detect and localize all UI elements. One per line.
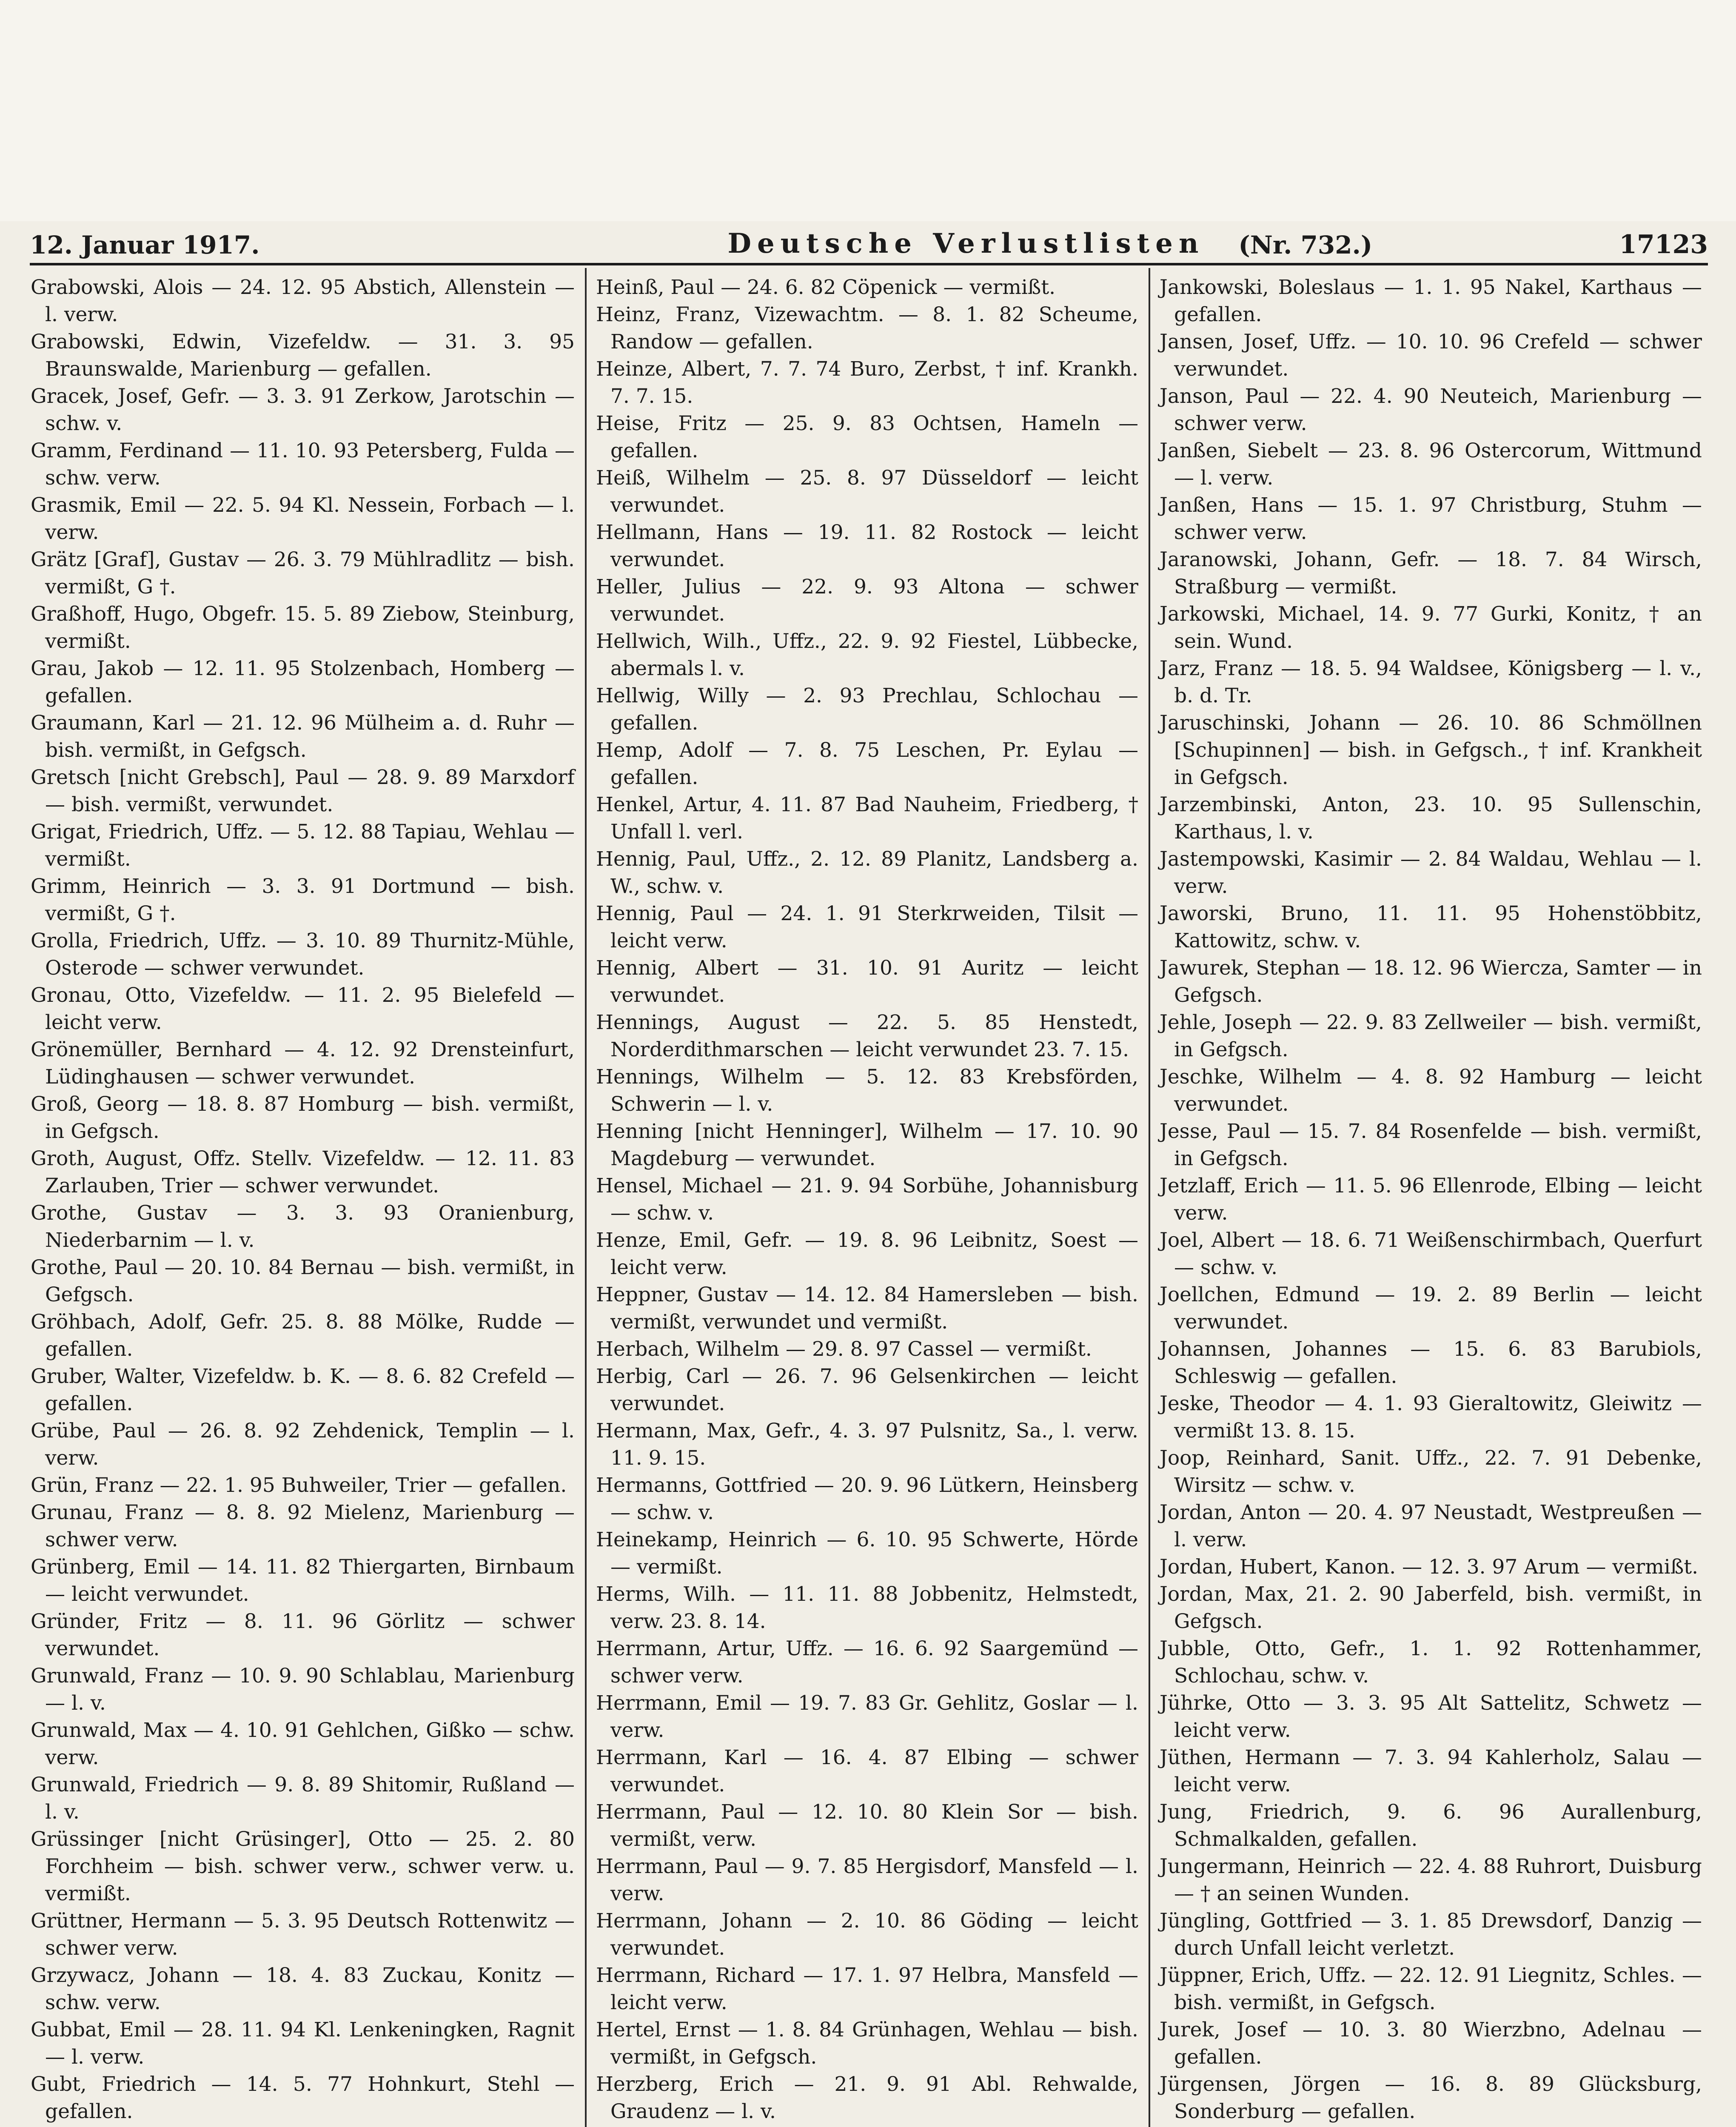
casualty-entry: Jordan, Max, 21. 2. 90 Jaberfeld, bish. vermißt, in Gefgsch. <box>1160 1582 1702 1633</box>
casualty-entry: Jung, Friedrich, 9. 6. 96 Aurallenburg, Schmalkalden, gefallen. <box>1160 1800 1702 1851</box>
header-issue: (Nr. 732.) <box>1238 231 1373 259</box>
casualty-entry: Grau, Jakob — 12. 11. 95 Stolzenbach, Homberg — gefallen. <box>31 657 575 707</box>
casualty-entry: Henze, Emil, Gefr. — 19. 8. 96 Leibnitz, Soest — leicht verw. <box>596 1229 1138 1279</box>
casualty-entry: Gramm, Ferdinand — 11. 10. 93 Petersberg, Fulda — schw. verw. <box>31 439 575 490</box>
casualty-entry: Heiß, Wilhelm — 25. 8. 97 Düsseldorf — leicht verwundet. <box>596 466 1138 517</box>
casualty-entry: Heppner, Gustav — 14. 12. 84 Hamersleben — bish. vermißt, verwundet und vermißt. <box>596 1283 1138 1334</box>
casualty-entry: Hellmann, Hans — 19. 11. 82 Rostock — leicht verwundet. <box>596 521 1138 571</box>
casualty-entry: Grigat, Friedrich, Uffz. — 5. 12. 88 Tapiau, Wehlau — vermißt. <box>31 820 575 871</box>
casualty-entry: Jawurek, Stephan — 18. 12. 96 Wiercza, Samter — in Gefgsch. <box>1160 956 1702 1007</box>
casualty-entry: Heinekamp, Heinrich — 6. 10. 95 Schwerte, Hörde — vermißt. <box>596 1528 1138 1579</box>
casualty-entry: Henkel, Artur, 4. 11. 87 Bad Nauheim, Friedberg, † Unfall l. verl. <box>596 793 1138 844</box>
casualty-entry: Jüthen, Hermann — 7. 3. 94 Kahlerholz, Salau — leicht verw. <box>1160 1746 1702 1796</box>
casualty-entry: Grün, Franz — 22. 1. 95 Buhweiler, Trier — gefallen. <box>31 1474 567 1497</box>
casualty-entry: Jurek, Josef — 10. 3. 80 Wierzbno, Adelnau — gefallen. <box>1160 2018 1702 2069</box>
casualty-entry: Grüttner, Hermann — 5. 3. 95 Deutsch Rottenwitz — schwer verw. <box>31 1909 575 1960</box>
casualty-entry: Herrmann, Richard — 17. 1. 97 Helbra, Mansfeld — leicht verw. <box>596 1964 1138 2014</box>
casualty-entry: Hermanns, Gottfried — 20. 9. 96 Lütkern, Heinsberg — schw. v. <box>596 1474 1138 1524</box>
casualty-entry: Jankowski, Boleslaus — 1. 1. 95 Nakel, Karthaus — gefallen. <box>1160 276 1702 326</box>
casualty-entry: Grabowski, Alois — 24. 12. 95 Abstich, Allenstein — l. verw. <box>31 276 575 326</box>
casualty-entry: Grätz [Graf], Gustav — 26. 3. 79 Mühlradlitz — bish. vermißt, G †. <box>31 548 575 599</box>
casualty-entry: Herrmann, Johann — 2. 10. 86 Göding — leicht verwundet. <box>596 1909 1138 1960</box>
casualty-entry: Gretsch [nicht Grebsch], Paul — 28. 9. 89 Marxdorf — bish. vermißt, verwundet. <box>31 766 575 816</box>
casualty-entry: Jubble, Otto, Gefr., 1. 1. 92 Rottenhammer, Schlochau, schw. v. <box>1160 1637 1702 1688</box>
casualty-entry: Heinze, Albert, 7. 7. 74 Buro, Zerbst, † inf. Krankh. 7. 7. 15. <box>596 357 1138 408</box>
header-page-number: 17123 <box>1619 230 1708 259</box>
column-3 <box>1149 268 1712 2127</box>
casualty-entry: Jarz, Franz — 18. 5. 94 Waldsee, Königsberg — l. v., b. d. Tr. <box>1160 657 1702 707</box>
casualty-entry: Heise, Fritz — 25. 9. 83 Ochtsen, Hameln — gefallen. <box>596 412 1138 462</box>
casualty-entry: Heinz, Franz, Vizewachtm. — 8. 1. 82 Scheume, Randow — gefallen. <box>596 303 1138 354</box>
casualty-entry: Janßen, Siebelt — 23. 8. 96 Ostercorum, Wittmund — l. verw. <box>1160 439 1702 490</box>
casualty-entry: Jeschke, Wilhelm — 4. 8. 92 Hamburg — leicht verwundet. <box>1160 1065 1702 1116</box>
column-2 <box>585 268 1149 2127</box>
casualty-entry: Hennings, Wilhelm — 5. 12. 83 Krebsförden, Schwerin — l. v. <box>596 1065 1138 1116</box>
casualty-entry <box>31 2125 575 2127</box>
casualty-entry: Jarkowski, Michael, 14. 9. 77 Gurki, Konitz, † an sein. Wund. <box>1160 602 1702 653</box>
casualty-entry: Hellwich, Wilh., Uffz., 22. 9. 92 Fiestel, Lübbecke, abermals l. v. <box>596 630 1138 680</box>
casualty-entry: Gröhbach, Adolf, Gefr. 25. 8. 88 Mölke, Rudde — gefallen. <box>31 1310 575 1361</box>
casualty-entry: Grönemüller, Bernhard — 4. 12. 92 Drensteinfurt, Lüdinghausen — schwer verwundet. <box>31 1038 575 1089</box>
casualty-entry: Jüppner, Erich, Uffz. — 22. 12. 91 Liegnitz, Schles. — bish. vermißt, in Gefgsch. <box>1160 1964 1702 2014</box>
top-margin <box>0 0 1736 221</box>
casualty-entry: Herzberg, Erich — 21. 9. 91 Abl. Rehwalde, Graudenz — l. v. <box>596 2073 1138 2123</box>
casualty-entry: Herrmann, Paul — 12. 10. 80 Klein Sor — bish. vermißt, verw. <box>596 1800 1138 1851</box>
casualty-entry: Jeske, Theodor — 4. 1. 93 Gieraltowitz, Gleiwitz — vermißt 13. 8. 15. <box>1160 1392 1702 1443</box>
casualty-entry: Grabowski, Edwin, Vizefeldw. — 31. 3. 95 Braunswalde, Marienburg — gefallen. <box>31 330 575 381</box>
casualty-entry: Jaworski, Bruno, 11. 11. 95 Hohenstöbbitz, Kattowitz, schw. v. <box>1160 902 1702 952</box>
casualty-entry: Hellwig, Willy — 2. 93 Prechlau, Schlochau — gefallen. <box>596 684 1138 735</box>
casualty-entry: Hennig, Albert — 31. 10. 91 Auritz — leicht verwundet. <box>596 956 1138 1007</box>
casualty-entry: Graßhoff, Hugo, Obgefr. 15. 5. 89 Ziebow, Steinburg, vermißt. <box>31 602 575 653</box>
casualty-entry: Jetzlaff, Erich — 11. 5. 96 Ellenrode, Elbing — leicht verw. <box>1160 1174 1702 1225</box>
casualty-entry: Hennings, August — 22. 5. 85 Henstedt, Norderdithmarschen — leicht verwundet 23. 7. 15. <box>596 1011 1138 1061</box>
casualty-entry: Joop, Reinhard, Sanit. Uffz., 22. 7. 91 Debenke, Wirsitz — schw. v. <box>1160 1446 1702 1497</box>
casualty-entry: Grunwald, Friedrich — 9. 8. 89 Shitomir, Rußland — l. v. <box>31 1773 575 1824</box>
casualty-entry: Herrmann, Emil — 19. 7. 83 Gr. Gehlitz, Goslar — l. verw. <box>596 1691 1138 1742</box>
casualty-entry: Jehle, Joseph — 22. 9. 83 Zellweiler — bish. vermißt, in Gefgsch. <box>1160 1011 1702 1061</box>
casualty-entry: Jaranowski, Johann, Gefr. — 18. 7. 84 Wirsch, Straßburg — vermißt. <box>1160 548 1702 599</box>
casualty-entry: Hensel, Michael — 21. 9. 94 Sorbühe, Johannisburg — schw. v. <box>596 1174 1138 1225</box>
casualty-entry: Gruber, Walter, Vizefeldw. b. K. — 8. 6. 82 Crefeld — gefallen. <box>31 1365 575 1415</box>
casualty-entry <box>1160 2125 1702 2127</box>
casualty-entry: Gründer, Fritz — 8. 11. 96 Görlitz — schwer verwundet. <box>31 1610 575 1660</box>
casualty-entry: Hennig, Paul, Uffz., 2. 12. 89 Planitz, Landsberg a. W., schw. v. <box>596 847 1138 898</box>
casualty-entry: Gubt, Friedrich — 14. 5. 77 Hohnkurt, Stehl — gefallen. <box>31 2073 575 2123</box>
casualty-entry: Joel, Albert — 18. 6. 71 Weißenschirmbach, Querfurt — schw. v. <box>1160 1229 1702 1279</box>
column-1 <box>21 268 585 2127</box>
casualty-entry: Herrmann, Paul — 9. 7. 85 Hergisdorf, Mansfeld — l. verw. <box>596 1855 1138 1905</box>
casualty-entry: Janson, Paul — 22. 4. 90 Neuteich, Marienburg — schwer verw. <box>1160 385 1702 435</box>
casualty-entry: Grunwald, Franz — 10. 9. 90 Schlablau, Marienburg — l. v. <box>31 1664 575 1715</box>
casualty-entry: Herms, Wilh. — 11. 11. 88 Jobbenitz, Helmstedt, verw. 23. 8. 14. <box>596 1582 1138 1633</box>
casualty-entry: Grunau, Franz — 8. 8. 92 Mielenz, Marienburg — schwer verw. <box>31 1501 575 1551</box>
casualty-entry: Groß, Georg — 18. 8. 87 Homburg — bish. vermißt, in Gefgsch. <box>31 1092 575 1143</box>
casualty-entry: Jaruschinski, Johann — 26. 10. 86 Schmöllnen [Schupinnen] — bish. in Gefgsch., † inf. Krankheit in Gefgsch. <box>1160 711 1702 789</box>
casualty-entry: Jührke, Otto — 3. 3. 95 Alt Sattelitz, Schwetz — leicht verw. <box>1160 1691 1702 1742</box>
header-title: Deutsche Verlustlisten <box>727 228 1205 259</box>
casualty-entry: Hennig, Paul — 24. 1. 91 Sterkrweiden, Tilsit — leicht verw. <box>596 902 1138 952</box>
casualty-entry: Henning [nicht Henninger], Wilhelm — 17. 10. 90 Magdeburg — verwundet. <box>596 1120 1138 1170</box>
page-header <box>30 230 1708 265</box>
casualty-entry: Grünberg, Emil — 14. 11. 82 Thiergarten, Birnbaum — leicht verwundet. <box>31 1555 575 1606</box>
casualty-entry: Groth, August, Offz. Stellv. Vizefeldw. — 12. 11. 83 Zarlauben, Trier — schwer verwundet. <box>31 1147 575 1198</box>
casualty-entry: Gronau, Otto, Vizefeldw. — 11. 2. 95 Bielefeld — leicht verw. <box>31 984 575 1034</box>
casualty-entry: Heller, Julius — 22. 9. 93 Altona — schwer verwundet. <box>596 575 1138 626</box>
casualty-entry: Joellchen, Edmund — 19. 2. 89 Berlin — leicht verwundet. <box>1160 1283 1702 1334</box>
casualty-entry: Herrmann, Artur, Uffz. — 16. 6. 92 Saargemünd — schwer verw. <box>596 1637 1138 1688</box>
casualty-entry: Grasmik, Emil — 22. 5. 94 Kl. Nessein, Forbach — l. verw. <box>31 493 575 544</box>
casualty-entry: Grüssinger [nicht Grüsinger], Otto — 25. 2. 80 Forchheim — bish. schwer verw., schwer verw. u. vermißt. <box>31 1828 575 1905</box>
casualty-entry: Jordan, Hubert, Kanon. — 12. 3. 97 Arum — vermißt. <box>1160 1555 1699 1579</box>
casualty-entry: Grolla, Friedrich, Uffz. — 3. 10. 89 Thurnitz-Mühle, Osterode — schwer verwundet. <box>31 929 575 980</box>
casualty-entry: Jungermann, Heinrich — 22. 4. 88 Ruhrort, Duisburg — † an seinen Wunden. <box>1160 1855 1702 1905</box>
header-center <box>727 228 1372 259</box>
casualty-entry: Grübe, Paul — 26. 8. 92 Zehdenick, Templin — l. verw. <box>31 1419 575 1470</box>
casualty-entry: Jastempowski, Kasimir — 2. 84 Waldau, Wehlau — l. verw. <box>1160 847 1702 898</box>
text-columns <box>21 268 1716 2127</box>
casualty-entry: Hermann, Max, Gefr., 4. 3. 97 Pulsnitz, Sa., l. verw. 11. 9. 15. <box>596 1419 1138 1470</box>
casualty-entry: Jüngling, Gottfried — 3. 1. 85 Drewsdorf, Danzig — durch Unfall leicht verletzt. <box>1160 1909 1702 1960</box>
header-date: 12. Januar 1917. <box>30 231 260 259</box>
casualty-entry: Gracek, Josef, Gefr. — 3. 3. 91 Zerkow, Jarotschin — schw. v. <box>31 385 575 435</box>
casualty-entry: Herrmann, Karl — 16. 4. 87 Elbing — schwer verwundet. <box>596 1746 1138 1796</box>
casualty-entry: Herbig, Carl — 26. 7. 96 Gelsenkirchen — leicht verwundet. <box>596 1365 1138 1415</box>
casualty-entry: Grunwald, Max — 4. 10. 91 Gehlchen, Gißko — schw. verw. <box>31 1719 575 1769</box>
casualty-entry <box>596 2125 1138 2127</box>
casualty-entry: Johannsen, Johannes — 15. 6. 83 Barubiols, Schleswig — gefallen. <box>1160 1337 1702 1388</box>
casualty-entry: Hemp, Adolf — 7. 8. 75 Leschen, Pr. Eylau — gefallen. <box>596 738 1138 789</box>
casualty-entry: Jarzembinski, Anton, 23. 10. 95 Sullenschin, Karthaus, l. v. <box>1160 793 1702 844</box>
casualty-entry: Hertel, Ernst — 1. 8. 84 Grünhagen, Wehlau — bish. vermißt, in Gefgsch. <box>596 2018 1138 2069</box>
casualty-entry: Grimm, Heinrich — 3. 3. 91 Dortmund — bish. vermißt, G †. <box>31 875 575 925</box>
casualty-entry: Janßen, Hans — 15. 1. 97 Christburg, Stuhm — schwer verw. <box>1160 493 1702 544</box>
casualty-entry: Grothe, Gustav — 3. 3. 93 Oranienburg, Niederbarnim — l. v. <box>31 1201 575 1252</box>
casualty-entry: Jürgensen, Jörgen — 16. 8. 89 Glücksburg, Sonderburg — gefallen. <box>1160 2073 1702 2123</box>
casualty-entry: Grzywacz, Johann — 18. 4. 83 Zuckau, Konitz — schw. verw. <box>31 1964 575 2014</box>
casualty-entry: Herbach, Wilhelm — 29. 8. 97 Cassel — vermißt. <box>596 1337 1092 1361</box>
casualty-entry: Graumann, Karl — 21. 12. 96 Mülheim a. d. Ruhr — bish. vermißt, in Gefgsch. <box>31 711 575 762</box>
casualty-entry: Heinß, Paul — 24. 6. 82 Cöpenick — vermißt. <box>596 276 1056 299</box>
casualty-entry: Grothe, Paul — 20. 10. 84 Bernau — bish. vermißt, in Gefgsch. <box>31 1256 575 1306</box>
casualty-entry: Jansen, Josef, Uffz. — 10. 10. 96 Crefeld — schwer verwundet. <box>1160 330 1702 381</box>
casualty-entry: Gubbat, Emil — 28. 11. 94 Kl. Lenkeningken, Ragnit — l. verw. <box>31 2018 575 2069</box>
casualty-entry: Jordan, Anton — 20. 4. 97 Neustadt, Westpreußen — l. verw. <box>1160 1501 1702 1551</box>
casualty-entry: Jesse, Paul — 15. 7. 84 Rosenfelde — bish. vermißt, in Gefgsch. <box>1160 1120 1702 1170</box>
